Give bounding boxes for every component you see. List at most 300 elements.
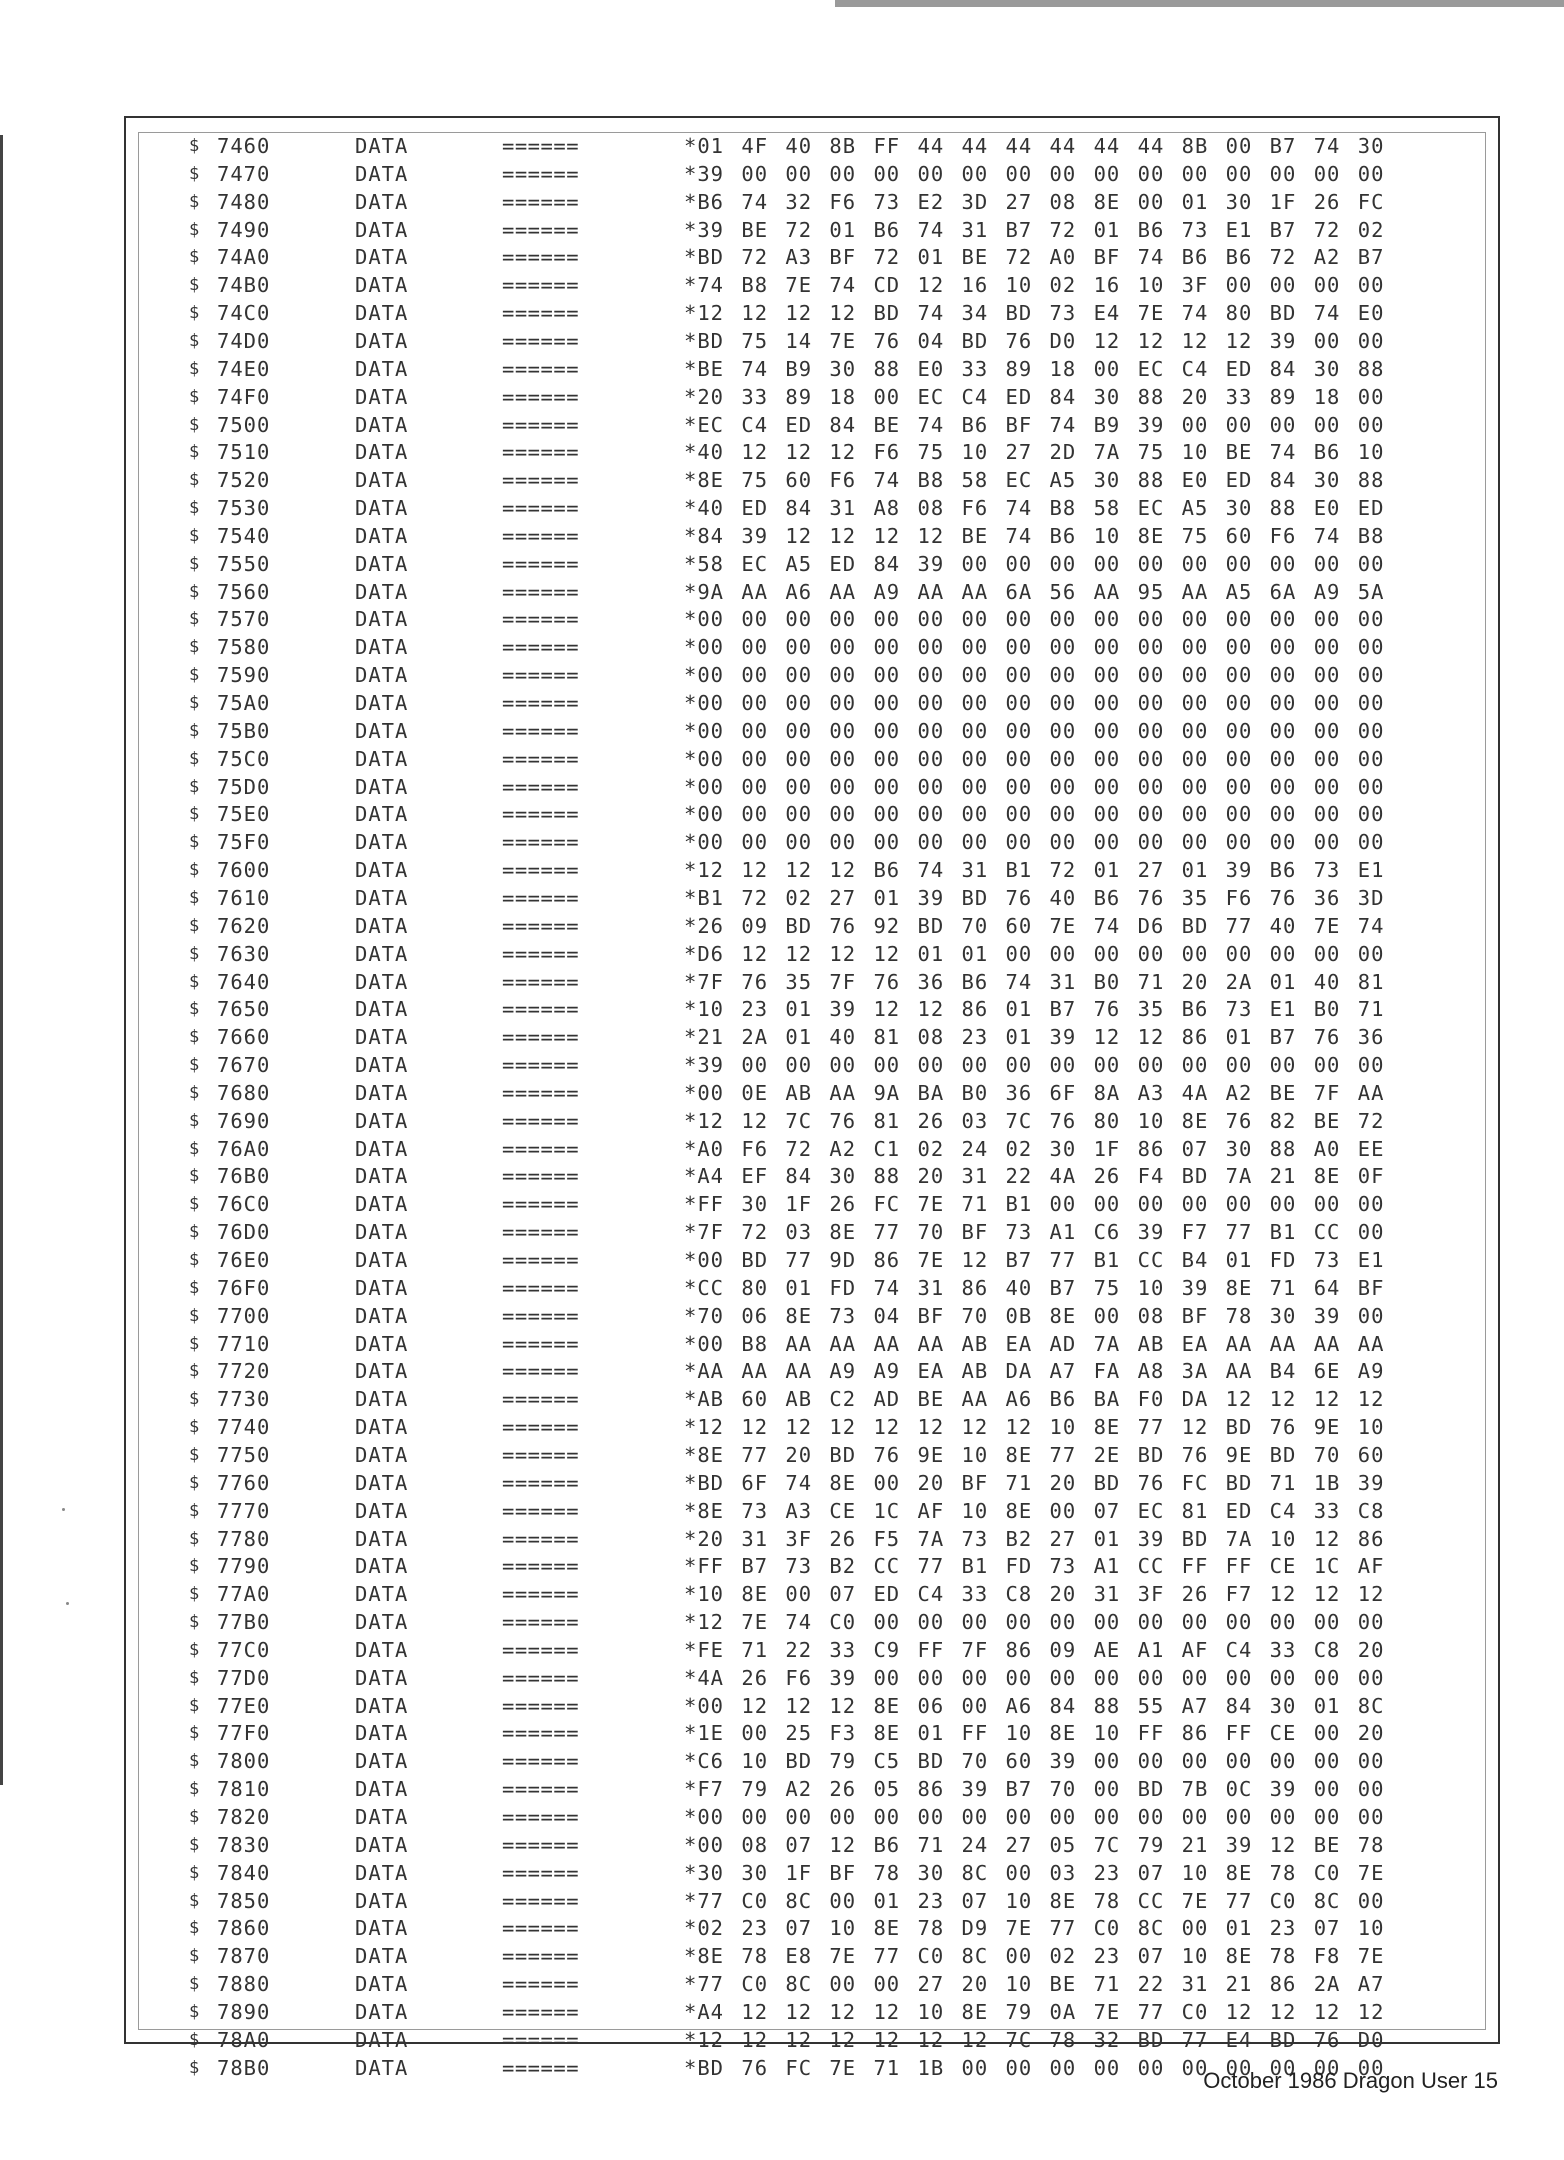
row-marker: $: [189, 1779, 200, 1800]
row-keyword: DATA: [355, 1637, 409, 1662]
row-keyword: DATA: [355, 1164, 409, 1189]
row-bytes: *BE 74 B9 30 88 E0 33 89 18 00 EC C4 ED 84 30 88: [684, 356, 1385, 381]
row-marker: $: [189, 776, 200, 797]
row-bytes: *00 BD 77 9D 86 7E 12 B7 77 B1 CC B4 01 FD 73 E1: [684, 1248, 1385, 1272]
row-keyword: DATA: [355, 1999, 409, 2024]
listing-row: [139, 718, 1485, 746]
row-address: 7470: [217, 161, 271, 186]
row-address: 7840: [217, 1860, 271, 1885]
row-keyword: DATA: [355, 1693, 409, 1718]
row-keyword: DATA: [355, 551, 409, 576]
row-keyword: DATA: [355, 718, 409, 743]
row-separator: ======: [502, 858, 580, 883]
listing-row: [139, 1275, 1485, 1303]
row-bytes: *9A AA A6 AA A9 AA AA 6A 56 AA 95 AA A5 6A A9 5A: [684, 579, 1385, 604]
row-bytes: *00 00 00 00 00 00 00 00 00 00 00 00 00 00 00 00: [684, 635, 1385, 660]
row-marker: $: [189, 247, 200, 268]
row-address: 74B0: [217, 273, 271, 298]
row-separator: ======: [502, 468, 580, 493]
row-address: 76F0: [217, 1275, 271, 1300]
listing-row: [139, 1553, 1485, 1581]
listing-row: [139, 1386, 1485, 1414]
row-address: 77B0: [217, 1610, 271, 1635]
row-keyword: DATA: [355, 1498, 409, 1523]
row-marker: $: [189, 943, 200, 964]
row-address: 7600: [217, 858, 271, 883]
row-bytes: *00 00 00 00 00 00 00 00 00 00 00 00 00 00 00 00: [684, 1805, 1385, 1829]
row-address: 76C0: [217, 1192, 271, 1217]
row-separator: ======: [502, 1888, 580, 1913]
row-keyword: DATA: [355, 1554, 409, 1579]
listing-row: [139, 133, 1485, 161]
row-keyword: DATA: [355, 1136, 409, 1161]
listing-row: [139, 690, 1485, 718]
row-bytes: *01 4F 40 8B FF 44 44 44 44 44 44 8B 00 B7 74 30: [684, 134, 1385, 158]
row-marker: $: [189, 1807, 200, 1827]
row-marker: $: [189, 386, 200, 407]
row-separator: ======: [502, 885, 580, 910]
row-keyword: DATA: [355, 496, 409, 521]
top-edge-rule: [835, 0, 1564, 7]
row-bytes: *40 12 12 12 F6 75 10 27 2D 7A 75 10 BE 74 B6 10: [684, 440, 1385, 465]
row-bytes: *77 C0 8C 00 00 27 20 10 BE 71 22 31 21 86 2A A7: [684, 1972, 1385, 1997]
row-separator: ======: [502, 1860, 580, 1885]
row-keyword: DATA: [355, 1359, 409, 1384]
row-marker: $: [189, 609, 200, 630]
row-keyword: DATA: [355, 1582, 409, 1607]
page-footer: October 1986 Dragon User 15: [1203, 2068, 1498, 2093]
row-address: 7890: [217, 1999, 271, 2024]
listing-row: [139, 551, 1485, 579]
row-marker: $: [189, 915, 200, 936]
row-marker: $: [189, 1082, 200, 1103]
row-keyword: DATA: [355, 1749, 409, 1774]
row-keyword: DATA: [355, 830, 409, 855]
listing-row: [139, 1526, 1485, 1554]
row-marker: $: [189, 498, 200, 519]
row-bytes: *12 12 12 12 BD 74 34 BD 73 E4 7E 74 80 BD 74 E0: [684, 301, 1385, 326]
row-separator: ======: [502, 1415, 580, 1440]
row-marker: $: [189, 748, 200, 769]
left-edge-rule: [0, 135, 3, 1785]
row-address: 7530: [217, 496, 271, 521]
row-address: 7720: [217, 1359, 271, 1384]
listing-row: [139, 1888, 1485, 1916]
row-bytes: *B1 72 02 27 01 39 BD 76 40 B6 76 35 F6 76 36 3D: [684, 885, 1385, 910]
row-separator: ======: [502, 1470, 580, 1495]
row-bytes: *AB 60 AB C2 AD BE AA A6 B6 BA F0 DA 12 12 12 12: [684, 1387, 1385, 1412]
listing-row: [139, 1108, 1485, 1136]
row-marker: $: [189, 804, 200, 825]
row-separator: ======: [502, 802, 580, 827]
row-separator: ======: [502, 1665, 580, 1690]
listing-row: [139, 217, 1485, 245]
row-address: 7680: [217, 1080, 271, 1105]
row-bytes: *39 00 00 00 00 00 00 00 00 00 00 00 00 00 00 00: [684, 161, 1385, 186]
row-bytes: *FE 71 22 33 C9 FF 7F 86 09 AE A1 AF C4 33 C8 20: [684, 1637, 1385, 1662]
row-bytes: *02 23 07 10 8E 78 D9 7E 77 C0 8C 00 01 23 07 10: [684, 1916, 1385, 1941]
row-separator: ======: [502, 384, 580, 409]
row-bytes: *CC 80 01 FD 74 31 86 40 B7 75 10 39 8E 71 64 BF: [684, 1275, 1385, 1300]
row-bytes: *10 8E 00 07 ED C4 33 C8 20 31 3F 26 F7 12 12 12: [684, 1582, 1385, 1607]
row-address: 76E0: [217, 1248, 271, 1272]
row-address: 77C0: [217, 1637, 271, 1662]
row-address: 7760: [217, 1470, 271, 1495]
row-keyword: DATA: [355, 189, 409, 214]
row-keyword: DATA: [355, 2055, 409, 2080]
row-address: 77A0: [217, 1582, 271, 1607]
row-separator: ======: [502, 1582, 580, 1607]
listing-row: [139, 1414, 1485, 1442]
row-address: 75A0: [217, 691, 271, 715]
row-address: 7590: [217, 663, 271, 688]
listing-row: [139, 969, 1485, 997]
listing-row: [139, 439, 1485, 467]
row-bytes: *D6 12 12 12 12 01 01 00 00 00 00 00 00 00 00 00: [684, 941, 1385, 966]
row-keyword: DATA: [355, 384, 409, 409]
row-address: 7830: [217, 1832, 271, 1857]
row-bytes: *BD 6F 74 8E 00 20 BF 71 20 BD 76 FC BD 71 1B 39: [684, 1470, 1385, 1495]
row-bytes: *39 00 00 00 00 00 00 00 00 00 00 00 00 00 00 00: [684, 1053, 1385, 1078]
row-separator: ======: [502, 328, 580, 353]
row-marker: $: [189, 999, 200, 1020]
listing-row: [139, 1693, 1485, 1721]
row-marker: $: [189, 1890, 200, 1911]
row-keyword: DATA: [355, 913, 409, 938]
listing-row: [139, 662, 1485, 690]
scan-speck: [62, 1508, 65, 1511]
listing-row: [139, 857, 1485, 885]
row-marker: $: [189, 720, 200, 741]
row-keyword: DATA: [355, 1470, 409, 1495]
row-marker: $: [189, 887, 200, 908]
row-separator: ======: [502, 161, 580, 186]
row-marker: $: [189, 275, 200, 296]
listing-row: [139, 1609, 1485, 1637]
row-bytes: *12 12 7C 76 81 26 03 7C 76 80 10 8E 76 82 BE 72: [684, 1108, 1385, 1133]
row-address: 74E0: [217, 356, 271, 381]
row-address: 7650: [217, 997, 271, 1022]
row-address: 77E0: [217, 1693, 271, 1718]
row-address: 75D0: [217, 774, 271, 799]
row-keyword: DATA: [355, 1053, 409, 1078]
row-bytes: *74 B8 7E 74 CD 12 16 10 02 16 10 3F 00 00 00 00: [684, 273, 1385, 298]
row-marker: $: [189, 525, 200, 546]
row-address: 74C0: [217, 301, 271, 326]
row-separator: ======: [502, 1025, 580, 1050]
row-address: 7730: [217, 1387, 271, 1412]
row-keyword: DATA: [355, 1777, 409, 1802]
row-separator: ======: [502, 1442, 580, 1467]
listing-row: [139, 1247, 1485, 1275]
row-bytes: *26 09 BD 76 92 BD 70 60 7E 74 D6 BD 77 40 7E 74: [684, 913, 1385, 938]
listing-row: [139, 1136, 1485, 1164]
row-keyword: DATA: [355, 161, 409, 186]
listing-row: [139, 1080, 1485, 1108]
row-bytes: *00 12 12 12 8E 06 00 A6 84 88 55 A7 84 30 01 8C: [684, 1693, 1385, 1718]
row-keyword: DATA: [355, 1080, 409, 1105]
row-address: 7660: [217, 1025, 271, 1050]
row-bytes: *8E 77 20 BD 76 9E 10 8E 77 2E BD 76 9E BD 70 60: [684, 1442, 1385, 1467]
listing-row: [139, 1860, 1485, 1888]
row-separator: ======: [502, 245, 580, 270]
listing-row: [139, 1442, 1485, 1470]
row-address: 74A0: [217, 245, 271, 270]
row-separator: ======: [502, 1526, 580, 1551]
row-separator: ======: [502, 1832, 580, 1857]
row-separator: ======: [502, 746, 580, 771]
row-address: 7820: [217, 1805, 271, 1829]
row-address: 7790: [217, 1554, 271, 1579]
row-bytes: *00 0E AB AA 9A BA B0 36 6F 8A A3 4A A2 BE 7F AA: [684, 1080, 1385, 1105]
listing-row: [139, 634, 1485, 662]
row-marker: $: [189, 1556, 200, 1577]
row-keyword: DATA: [355, 1025, 409, 1050]
row-keyword: DATA: [355, 941, 409, 966]
listing-row: [139, 495, 1485, 523]
row-marker: $: [189, 860, 200, 881]
row-address: 7570: [217, 607, 271, 632]
row-keyword: DATA: [355, 1972, 409, 1997]
row-keyword: DATA: [355, 356, 409, 381]
row-address: 7550: [217, 551, 271, 576]
row-keyword: DATA: [355, 691, 409, 715]
row-marker: $: [189, 665, 200, 686]
row-address: 76B0: [217, 1164, 271, 1189]
row-address: 75F0: [217, 830, 271, 855]
row-marker: $: [189, 1194, 200, 1215]
row-address: 7750: [217, 1442, 271, 1467]
row-separator: ======: [502, 1108, 580, 1133]
row-keyword: DATA: [355, 1526, 409, 1551]
row-marker: $: [189, 163, 200, 184]
listing-row: [139, 1943, 1485, 1971]
row-bytes: *C6 10 BD 79 C5 BD 70 60 39 00 00 00 00 00 00 00: [684, 1749, 1385, 1774]
row-address: 7810: [217, 1777, 271, 1802]
row-marker: $: [189, 971, 200, 992]
row-marker: $: [189, 1361, 200, 1382]
listing-row: [139, 1804, 1485, 1832]
row-marker: $: [189, 1612, 200, 1633]
listing-row: [139, 244, 1485, 272]
row-keyword: DATA: [355, 1220, 409, 1245]
row-keyword: DATA: [355, 1248, 409, 1272]
row-keyword: DATA: [355, 440, 409, 465]
row-separator: ======: [502, 1637, 580, 1662]
row-bytes: *39 BE 72 01 B6 74 31 B7 72 01 B6 73 E1 B7 72 02: [684, 217, 1385, 242]
row-bytes: *00 08 07 12 B6 71 24 27 05 7C 79 21 39 12 BE 78: [684, 1832, 1385, 1857]
listing-row: [139, 1637, 1485, 1665]
listing-row: [139, 161, 1485, 189]
row-marker: $: [189, 1584, 200, 1605]
row-address: 7700: [217, 1303, 271, 1328]
row-bytes: *4A 26 F6 39 00 00 00 00 00 00 00 00 00 00 00 00: [684, 1665, 1385, 1690]
row-keyword: DATA: [355, 774, 409, 799]
row-bytes: *12 12 12 12 B6 74 31 B1 72 01 27 01 39 B6 73 E1: [684, 858, 1385, 883]
row-marker: $: [189, 1277, 200, 1298]
row-address: 7630: [217, 941, 271, 966]
row-separator: ======: [502, 1080, 580, 1105]
row-bytes: *12 7E 74 C0 00 00 00 00 00 00 00 00 00 00 00 00: [684, 1610, 1385, 1635]
row-separator: ======: [502, 273, 580, 298]
row-separator: ======: [502, 1999, 580, 2024]
row-separator: ======: [502, 579, 580, 604]
row-separator: ======: [502, 1693, 580, 1718]
row-marker: $: [189, 1305, 200, 1326]
row-marker: $: [189, 1751, 200, 1772]
listing-row: [139, 1219, 1485, 1247]
row-address: 7870: [217, 1944, 271, 1969]
listing-row: [139, 746, 1485, 774]
row-separator: ======: [502, 1359, 580, 1384]
row-separator: ======: [502, 1220, 580, 1245]
row-address: 7620: [217, 913, 271, 938]
data-listing: [138, 132, 1486, 2080]
row-bytes: *00 00 00 00 00 00 00 00 00 00 00 00 00 00 00 00: [684, 774, 1385, 799]
row-separator: ======: [502, 301, 580, 326]
listing-row: [139, 272, 1485, 300]
listing-row: [139, 1665, 1485, 1693]
row-keyword: DATA: [355, 1192, 409, 1217]
row-bytes: *8E 75 60 F6 74 B8 58 EC A5 30 88 E0 ED 84 30 88: [684, 468, 1385, 493]
row-separator: ======: [502, 1248, 580, 1272]
row-marker: $: [189, 2057, 200, 2078]
row-separator: ======: [502, 356, 580, 381]
row-separator: ======: [502, 969, 580, 994]
row-separator: ======: [502, 551, 580, 576]
listing-row: [139, 579, 1485, 607]
row-marker: $: [189, 693, 200, 713]
row-separator: ======: [502, 440, 580, 465]
row-keyword: DATA: [355, 134, 409, 158]
row-address: 7690: [217, 1108, 271, 1133]
row-bytes: *7F 76 35 7F 76 36 B6 74 31 B0 71 20 2A 01 40 81: [684, 969, 1385, 994]
row-marker: $: [189, 330, 200, 351]
row-separator: ======: [502, 1164, 580, 1189]
row-bytes: *12 12 12 12 12 12 12 7C 78 32 BD 77 E4 BD 76 D0: [684, 2027, 1385, 2052]
row-bytes: *B6 74 32 F6 73 E2 3D 27 08 8E 00 01 30 1F 26 FC: [684, 189, 1385, 214]
row-separator: ======: [502, 635, 580, 660]
listing-row: [139, 1720, 1485, 1748]
row-marker: $: [189, 1528, 200, 1549]
row-keyword: DATA: [355, 468, 409, 493]
row-keyword: DATA: [355, 1805, 409, 1829]
row-marker: $: [189, 1834, 200, 1855]
row-address: 7460: [217, 134, 271, 158]
row-bytes: *84 39 12 12 12 12 BE 74 B6 10 8E 75 60 F6 74 B8: [684, 523, 1385, 548]
row-bytes: *20 31 3F 26 F5 7A 73 B2 27 01 39 BD 7A 10 12 86: [684, 1526, 1385, 1551]
row-address: 74D0: [217, 328, 271, 353]
row-marker: $: [189, 1110, 200, 1131]
row-address: 76D0: [217, 1220, 271, 1245]
row-bytes: *FF B7 73 B2 CC 77 B1 FD 73 A1 CC FF FF CE 1C AF: [684, 1554, 1385, 1579]
row-address: 7800: [217, 1749, 271, 1774]
row-bytes: *00 B8 AA AA AA AA AB EA AD 7A AB EA AA AA AA AA: [684, 1331, 1385, 1356]
row-bytes: *20 33 89 18 00 EC C4 ED 84 30 88 20 33 89 18 00: [684, 384, 1385, 409]
row-separator: ======: [502, 718, 580, 743]
row-separator: ======: [502, 217, 580, 242]
row-marker: $: [189, 2029, 200, 2050]
listing-row: [139, 941, 1485, 969]
row-address: 77F0: [217, 1721, 271, 1746]
row-bytes: *BD 75 14 7E 76 04 BD 76 D0 12 12 12 12 39 00 00: [684, 328, 1385, 353]
row-bytes: *7F 72 03 8E 77 70 BF 73 A1 C6 39 F7 77 B1 CC 00: [684, 1220, 1385, 1245]
row-marker: $: [189, 1472, 200, 1493]
listing-row: [139, 189, 1485, 217]
row-marker: $: [189, 358, 200, 379]
row-address: 7780: [217, 1526, 271, 1551]
row-keyword: DATA: [355, 1387, 409, 1412]
row-keyword: DATA: [355, 328, 409, 353]
row-marker: $: [189, 2001, 200, 2022]
row-keyword: DATA: [355, 1860, 409, 1885]
listing-row: [139, 1776, 1485, 1804]
row-keyword: DATA: [355, 1916, 409, 1941]
row-bytes: *58 EC A5 ED 84 39 00 00 00 00 00 00 00 00 00 00: [684, 551, 1385, 576]
row-separator: ======: [502, 1749, 580, 1774]
row-marker: $: [189, 1027, 200, 1048]
row-marker: $: [189, 1667, 200, 1688]
row-separator: ======: [502, 997, 580, 1022]
row-separator: ======: [502, 1331, 580, 1356]
row-marker: $: [189, 1222, 200, 1243]
row-keyword: DATA: [355, 1442, 409, 1467]
row-bytes: *00 00 00 00 00 00 00 00 00 00 00 00 00 00 00 00: [684, 663, 1385, 688]
row-address: 7610: [217, 885, 271, 910]
row-marker: $: [189, 1974, 200, 1995]
row-keyword: DATA: [355, 635, 409, 660]
row-bytes: *EC C4 ED 84 BE 74 B6 BF 74 B9 39 00 00 00 00 00: [684, 412, 1385, 437]
listing-row: [139, 774, 1485, 802]
row-address: 7510: [217, 440, 271, 465]
row-marker: $: [189, 219, 200, 240]
row-bytes: *00 00 00 00 00 00 00 00 00 00 00 00 00 00 00 00: [684, 718, 1385, 743]
row-keyword: DATA: [355, 997, 409, 1022]
row-separator: ======: [502, 913, 580, 938]
row-marker: $: [189, 1695, 200, 1716]
listing-row: [139, 801, 1485, 829]
row-keyword: DATA: [355, 523, 409, 548]
row-keyword: DATA: [355, 1944, 409, 1969]
row-keyword: DATA: [355, 1665, 409, 1690]
row-bytes: *FF 30 1F 26 FC 7E 71 B1 00 00 00 00 00 00 00 00: [684, 1192, 1385, 1217]
row-marker: $: [189, 553, 200, 574]
row-address: 78B0: [217, 2055, 271, 2080]
row-keyword: DATA: [355, 607, 409, 632]
row-keyword: DATA: [355, 1275, 409, 1300]
row-address: 7740: [217, 1415, 271, 1440]
row-separator: ======: [502, 1387, 580, 1412]
row-separator: ======: [502, 1053, 580, 1078]
row-address: 7560: [217, 579, 271, 604]
listing-row: [139, 1191, 1485, 1219]
row-marker: $: [189, 191, 200, 212]
listing-row: [139, 1915, 1485, 1943]
row-bytes: *00 00 00 00 00 00 00 00 00 00 00 00 00 00 00 00: [684, 802, 1385, 827]
listing-row: [139, 1999, 1485, 2027]
row-marker: $: [189, 1166, 200, 1187]
row-marker: $: [189, 1862, 200, 1883]
row-address: 7480: [217, 189, 271, 214]
row-address: 76A0: [217, 1136, 271, 1161]
row-address: 7580: [217, 635, 271, 660]
row-address: 75C0: [217, 746, 271, 771]
listing-row: [139, 1748, 1485, 1776]
row-bytes: *00 00 00 00 00 00 00 00 00 00 00 00 00 00 00 00: [684, 830, 1385, 855]
row-keyword: DATA: [355, 245, 409, 270]
row-separator: ======: [502, 941, 580, 966]
listing-row: [139, 1303, 1485, 1331]
